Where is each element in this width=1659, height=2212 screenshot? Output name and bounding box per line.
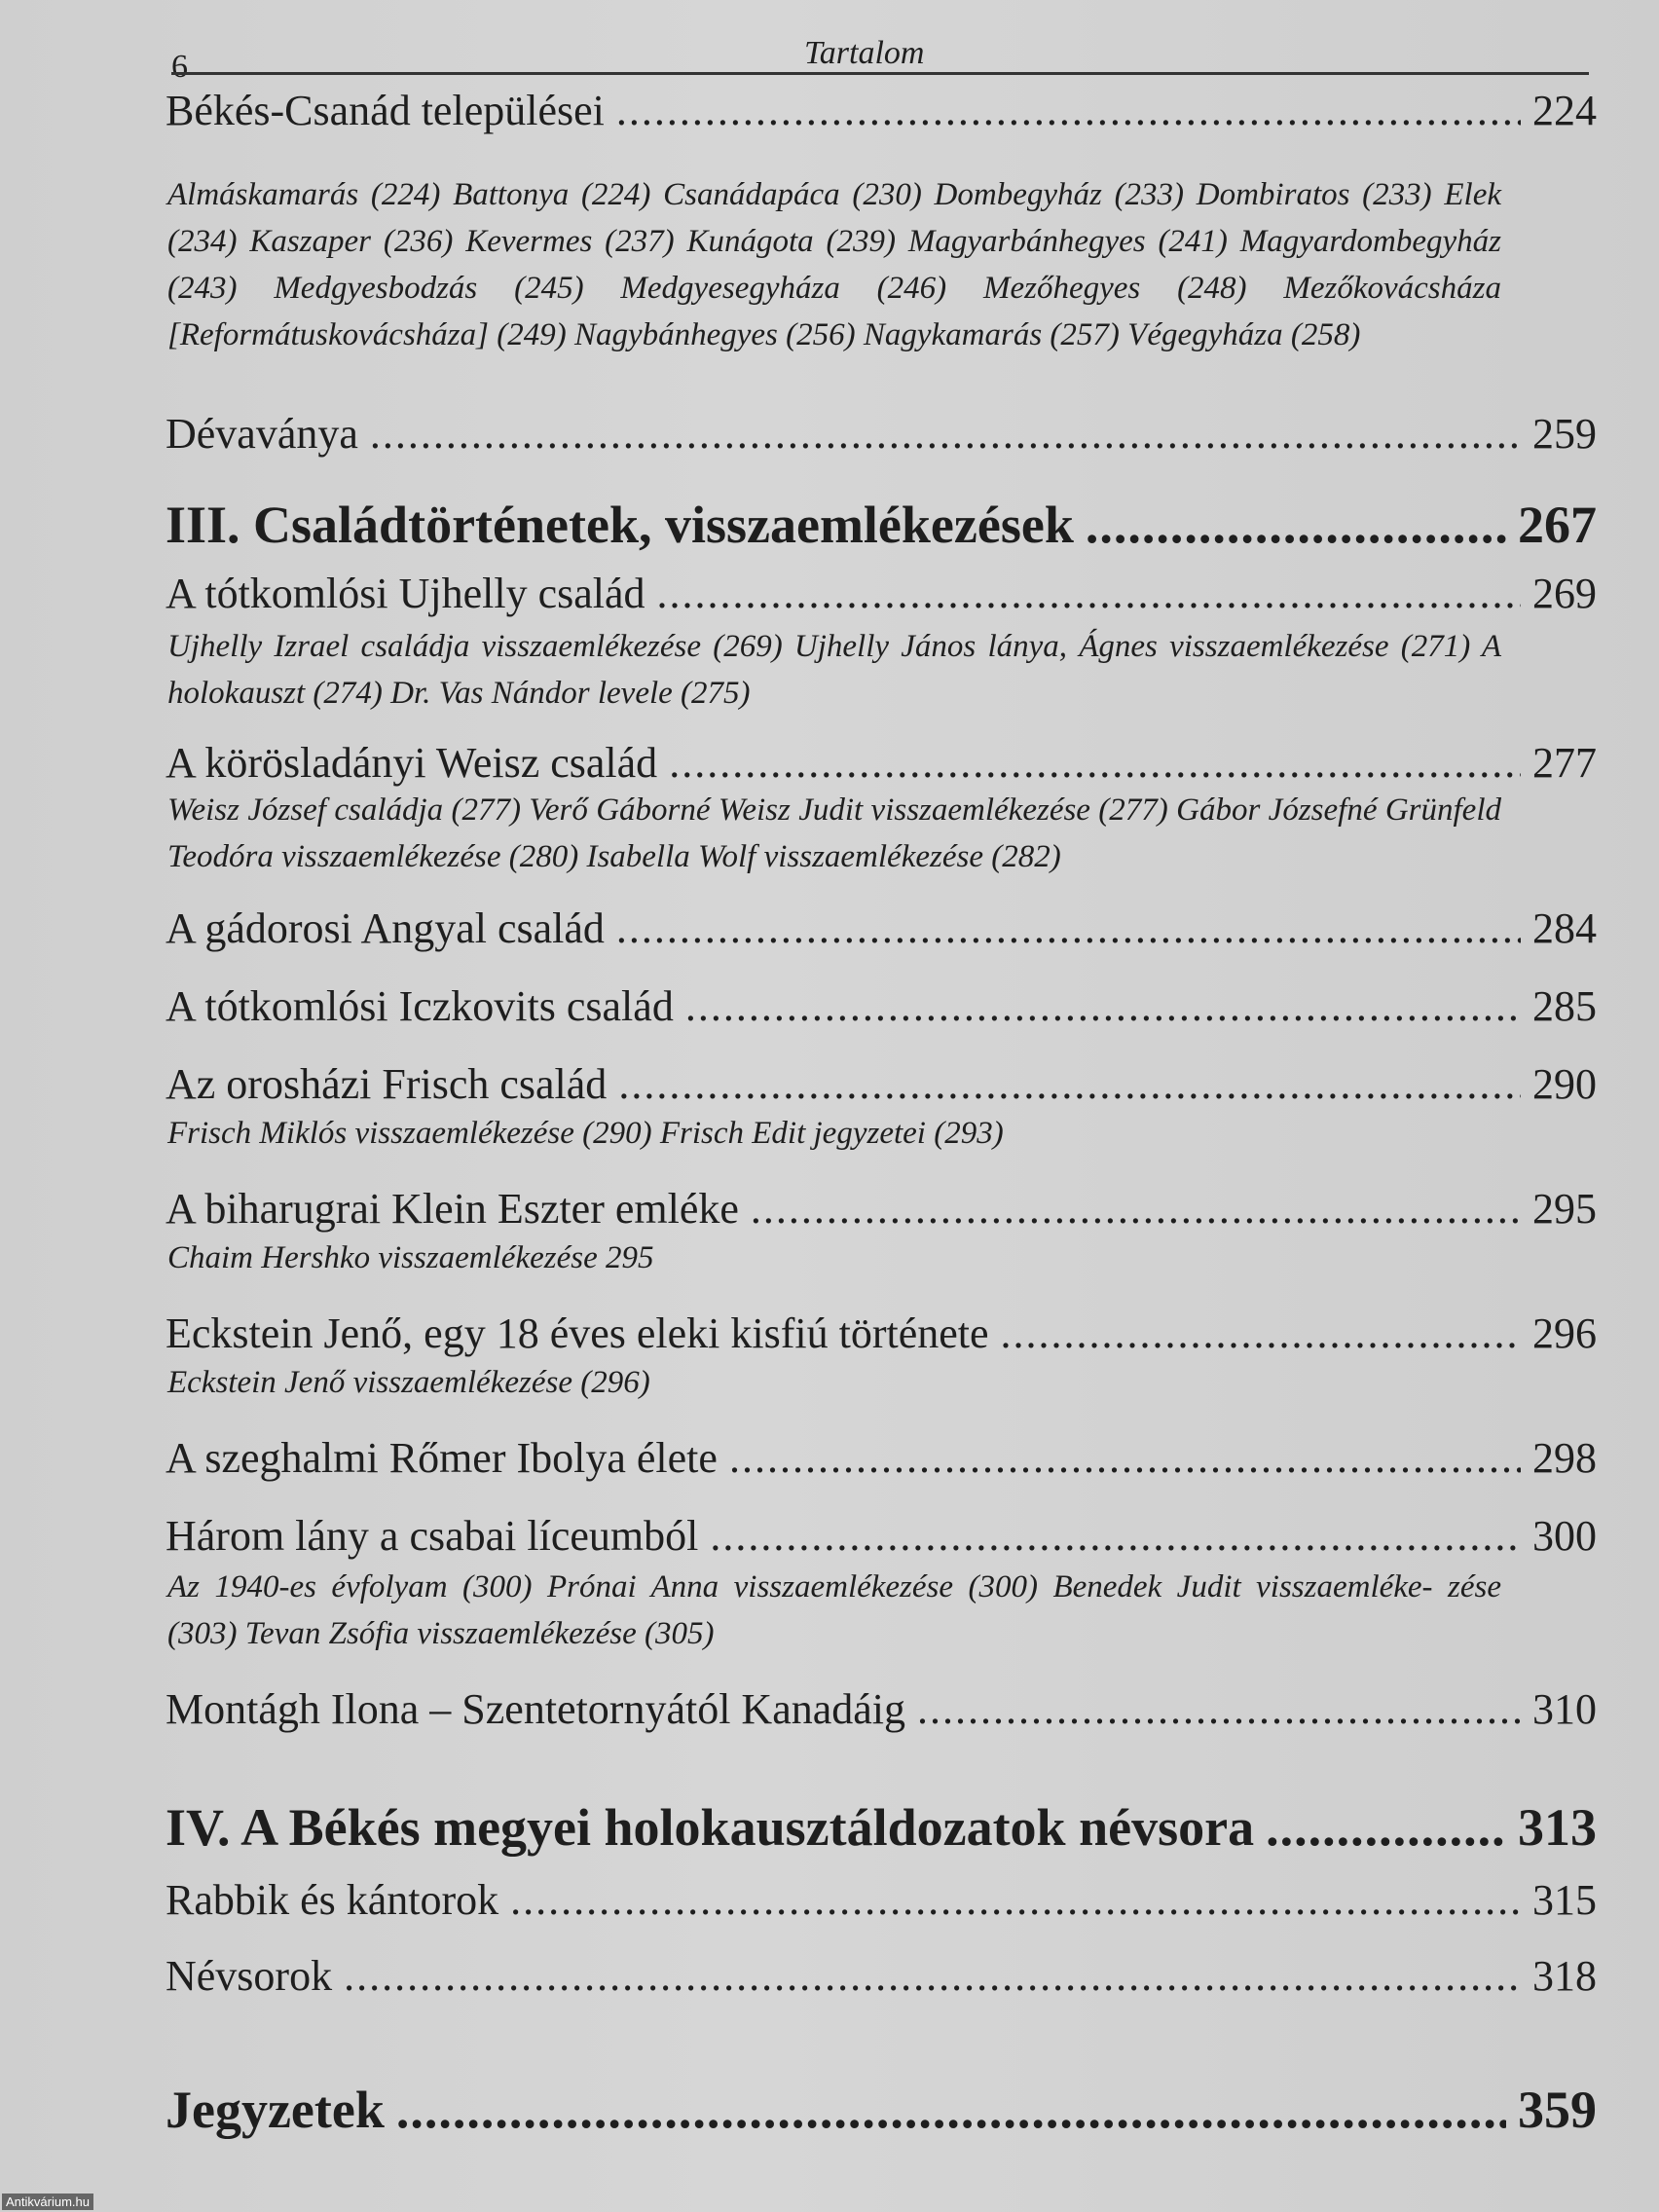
toc-entry-page: 310 xyxy=(1532,1685,1597,1733)
toc-entry-title: Névsorok xyxy=(166,1952,333,2000)
toc-entry-title: Dévaványa xyxy=(166,410,358,458)
toc-entry-page: 269 xyxy=(1532,570,1597,617)
toc-entry-page: 224 xyxy=(1532,87,1597,134)
toc-entry-title: A gádorosi Angyal család xyxy=(166,904,605,952)
toc-entry[interactable] xyxy=(166,738,1597,788)
toc-entry-title: Eckstein Jenő, egy 18 éves eleki kisfiú története xyxy=(166,1309,989,1357)
toc-entry[interactable] xyxy=(166,1951,1597,2001)
running-title: Tartalom xyxy=(804,35,925,71)
toc-part-page: 359 xyxy=(1518,2081,1597,2139)
toc-part-title: IV. A Békés megyei holokausztáldozatok névsora xyxy=(166,1798,1255,1857)
toc-entry-page: 285 xyxy=(1532,982,1597,1030)
toc-entry-title: A körösladányi Weisz család xyxy=(166,739,658,787)
toc-entry-page: 298 xyxy=(1532,1434,1597,1482)
dot-leader xyxy=(370,409,1521,459)
page-number: 6 xyxy=(171,49,188,85)
toc-entry-page: 300 xyxy=(1532,1512,1597,1560)
toc-entry-page: 296 xyxy=(1532,1309,1597,1357)
toc-entry[interactable] xyxy=(166,1059,1597,1109)
toc-subentries: Almáskamarás (224) Battonya (224) Csanádapáca (230) Dombegyház (233) Dombiratos (233) Elek (234) Kaszaper (236) Kevermes (237) Kunágota (239) Magyarbánhegyes (241) Magyardombegyház (243) Medgyesbodzás (245) Medgyesegyháza (246) Mezőhegyes (248) Mezőkovácsháza [Reformátuskovácsháza] (249) Nagybánhegyes (256) Nagykamarás (257) Végegyháza (258) xyxy=(167,177,1501,352)
toc-entry-title: Montágh Ilona – Szentetornyától Kanadáig xyxy=(166,1685,906,1733)
toc-entry-page: 315 xyxy=(1532,1876,1597,1924)
dot-leader xyxy=(669,738,1521,788)
toc-entry-title: Három lány a csabai líceumból xyxy=(166,1512,699,1560)
toc-entry[interactable] xyxy=(166,903,1597,953)
toc-part-heading[interactable] xyxy=(166,495,1597,555)
toc-entry-title: A szeghalmi Rőmer Ibolya élete xyxy=(166,1434,718,1482)
toc-entry-title: A tótkomlósi Ujhelly család xyxy=(166,570,645,617)
toc-part-heading[interactable] xyxy=(166,2080,1597,2140)
dot-leader xyxy=(751,1184,1521,1234)
dot-leader xyxy=(510,1875,1521,1925)
dot-leader xyxy=(1001,1309,1521,1358)
toc-entry-page: 290 xyxy=(1532,1060,1597,1108)
toc-entry-title: A tótkomlósi Iczkovits család xyxy=(166,982,674,1030)
dot-leader xyxy=(618,1059,1521,1109)
toc-entry[interactable] xyxy=(166,1309,1597,1358)
toc-subentries: Eckstein Jenő visszaemlékezése (296) xyxy=(167,1365,650,1400)
dot-leader xyxy=(616,903,1521,953)
toc-entry[interactable] xyxy=(166,981,1597,1031)
dot-leader xyxy=(729,1433,1521,1483)
toc-part-title: Jegyzetek xyxy=(166,2081,385,2139)
toc-subentries: Weisz József családja (277) Verő Gáborné Weisz Judit visszaemlékezése (277) Gábor Józsefné Grünfeld Teodóra visszaemlékezése (280) Isabella Wolf visszaemlékezése (282) xyxy=(167,793,1501,874)
toc-entry[interactable] xyxy=(166,86,1597,135)
toc-entry-page: 284 xyxy=(1532,904,1597,952)
dot-leader xyxy=(1086,495,1506,555)
toc-part-page: 267 xyxy=(1518,496,1597,554)
toc-entry-page: 259 xyxy=(1532,410,1597,458)
toc-entry[interactable] xyxy=(166,1684,1597,1734)
toc-subentries: Frisch Miklós visszaemlékezése (290) Frisch Edit jegyzetei (293) xyxy=(167,1116,1004,1151)
dot-leader xyxy=(1266,1797,1506,1858)
header-rule xyxy=(171,72,1589,75)
page-header xyxy=(171,35,1589,85)
toc-subentries: Chaim Hershko visszaemlékezése 295 xyxy=(167,1240,654,1275)
watermark: Antikvárium.hu xyxy=(2,2194,93,2210)
toc-entry[interactable] xyxy=(166,1184,1597,1234)
toc-entry[interactable] xyxy=(166,1875,1597,1925)
toc-entry[interactable] xyxy=(166,1433,1597,1483)
dot-leader xyxy=(396,2080,1506,2140)
toc-part-title: III. Családtörténetek, visszaemlékezések xyxy=(166,496,1074,554)
toc-entry-page: 295 xyxy=(1532,1185,1597,1233)
toc-entry[interactable] xyxy=(166,1511,1597,1561)
toc-part-page: 313 xyxy=(1518,1798,1597,1857)
dot-leader xyxy=(917,1684,1521,1734)
toc-entry-title: Békés-Csanád települései xyxy=(166,87,605,134)
toc-entry-page: 277 xyxy=(1532,739,1597,787)
toc-part-heading[interactable] xyxy=(166,1797,1597,1858)
toc-entry-title: Rabbik és kántorok xyxy=(166,1876,499,1924)
toc-entry-title: Az orosházi Frisch család xyxy=(166,1060,608,1108)
toc-entry-title: A biharugrai Klein Eszter emléke xyxy=(166,1185,739,1233)
dot-leader xyxy=(685,981,1521,1031)
toc-entry[interactable] xyxy=(166,569,1597,618)
toc-subentries: Ujhelly Izrael családja visszaemlékezése (269) Ujhelly János lánya, Ágnes visszaemlékezése (271) A holokauszt (274) Dr. Vas Nándor levele (275) xyxy=(167,629,1501,711)
dot-leader xyxy=(616,86,1521,135)
toc-entry-page: 318 xyxy=(1532,1952,1597,2000)
toc-subentries: Az 1940-es évfolyam (300) Prónai Anna visszaemlékezése (300) Benedek Judit visszaemléke- zése (303) Tevan Zsófia visszaemlékezése (305) xyxy=(167,1569,1501,1651)
dot-leader xyxy=(344,1951,1521,2001)
dot-leader xyxy=(710,1511,1521,1561)
toc-entry[interactable] xyxy=(166,409,1597,459)
dot-leader xyxy=(657,569,1521,618)
